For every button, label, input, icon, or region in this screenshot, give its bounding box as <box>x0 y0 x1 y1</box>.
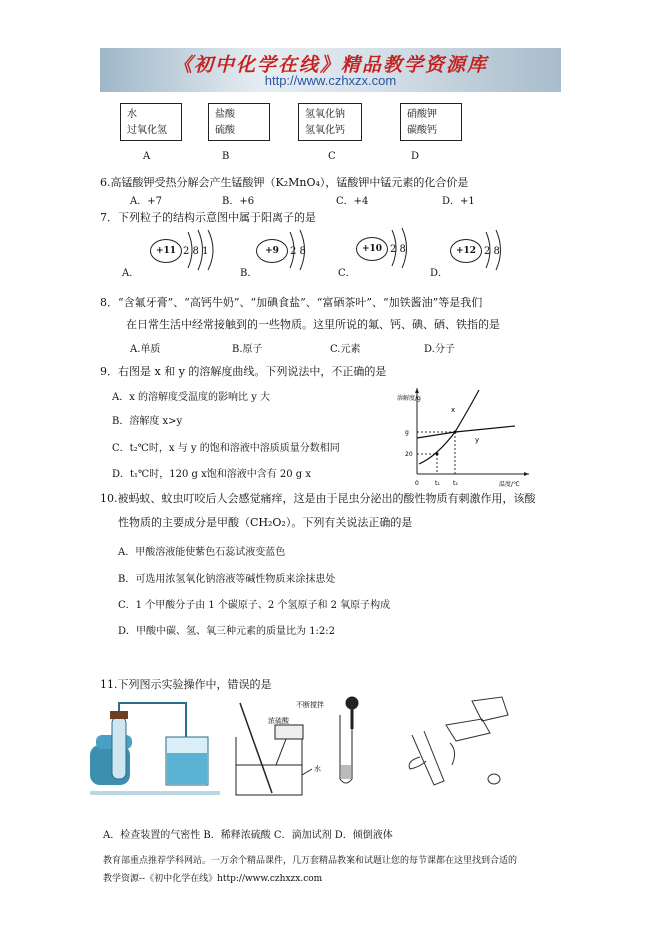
box-line: 过氧化氢 <box>127 125 167 136</box>
question-7: 7．下列粒子的结构示意图中属于阳离子的是 <box>100 211 316 224</box>
x-tick-label: 0 <box>415 480 419 487</box>
figure-pouring <box>409 697 508 785</box>
q7-label-c: C． <box>338 268 356 279</box>
q9-option-c: C．t₂℃时，x 与 y 的饱和溶液中溶质质量分数相同 <box>112 443 340 454</box>
data-point-t1 <box>436 453 439 456</box>
nucleus-c: +10 <box>356 237 388 261</box>
y-tick-label: 20 <box>405 451 413 458</box>
nucleus-a: +11 <box>150 239 182 263</box>
label-stir: 不断搅拌 <box>296 701 324 709</box>
q10-option-c: C．1 个甲酸分子由 1 个碳原子、2 个氢原子和 2 氧原子构成 <box>118 600 391 611</box>
footer-line1: 教育部重点推荐学科网站。一万余个精品课件，几万套精品教案和试题让您的每节课都在这里找到合适的 <box>103 856 518 866</box>
q9-option-a: A．x 的溶解度受温度的影响比 y 大 <box>112 392 271 403</box>
label-water: 水 <box>314 765 321 773</box>
question-11: 11.下列图示实验操作中，错误的是 <box>100 678 272 691</box>
intersection-point <box>454 431 457 434</box>
box-line: 氢氧化钠 <box>305 109 345 120</box>
y-tick-label: g <box>405 429 409 436</box>
box-line: 硫酸 <box>215 125 235 136</box>
series-x-label: x <box>451 406 456 414</box>
series-y-curve <box>417 426 515 438</box>
label-acid: 浓硫酸 <box>268 717 289 725</box>
question-10-line1: 10.被蚂蚁、蚊虫叮咬后人会感觉痛痒，这是由于昆虫分泌出的酸性物质有刺激作用，该酸 <box>100 492 536 505</box>
q7-label-a: A． <box>122 268 140 279</box>
q6-option-a: A．+7 <box>130 196 162 207</box>
box-label: C <box>328 151 336 162</box>
q8-option-c: C.元素 <box>330 344 361 355</box>
question-6: 6.高锰酸钾受热分解会产生锰酸钾（K₂MnO₄），锰酸钾中锰元素的化合价是 <box>100 176 469 189</box>
banner-title: 《初中化学在线》精品教学资源库 <box>172 54 488 76</box>
footer-line2: 教学资源--《初中化学在线》http://www.czhxzx.com <box>103 874 323 884</box>
shells-b: 2 8 <box>290 246 306 257</box>
question-9: 9．右图是 x 和 y 的溶解度曲线。下列说法中，不正确的是 <box>100 365 387 378</box>
series-x-curve <box>419 390 479 464</box>
q9-option-d: D．t₁℃时，120 g x饱和溶液中含有 20 g x <box>112 469 312 480</box>
box-line: 氢氧化钙 <box>305 125 345 136</box>
nucleus-b: +9 <box>256 239 288 263</box>
question-10-line2: 性物质的主要成分是甲酸（CH₂O₂）。下列有关说法正确的是 <box>118 516 413 529</box>
q7-label-b: B． <box>240 268 258 279</box>
question-8-line1: 8．“含氟牙膏”、“高钙牛奶”、“加碘食盐”、“富硒茶叶”、“加铁酱油”等是我们 <box>100 296 483 309</box>
q6-option-c: C．+4 <box>336 196 369 207</box>
box-line: 水 <box>127 109 137 120</box>
figure-airtightness <box>90 703 220 793</box>
q6-option-d: D．+1 <box>442 196 475 207</box>
box-line: 碳酸钙 <box>407 125 437 136</box>
banner-url[interactable]: http://www.czhxzx.com <box>264 73 397 88</box>
figure-dropper <box>340 697 358 783</box>
q8-option-d: D.分子 <box>424 344 455 355</box>
q6-option-b: B．+6 <box>222 196 255 207</box>
solubility-chart <box>395 382 535 492</box>
q7-label-d: D． <box>430 268 449 279</box>
lab-figures <box>90 695 530 810</box>
box-line: 硝酸钾 <box>407 109 437 120</box>
box-label: B <box>222 151 230 162</box>
nucleus-d: +12 <box>450 239 482 263</box>
question-8-line2: 在日常生活中经常接触到的一些物质。这里所说的氟、钙、碘、硒、铁指的是 <box>126 318 500 331</box>
shells-c: 2 8 <box>390 244 406 255</box>
q8-option-a: A.单质 <box>130 344 161 355</box>
q9-option-b: B．溶解度 x>y <box>112 416 183 427</box>
q8-option-b: B.原子 <box>232 344 263 355</box>
x-tick-label: t₁ <box>435 480 440 487</box>
box-label: D <box>411 151 420 162</box>
y-axis-label: 溶解度/g <box>397 395 421 402</box>
series-y-label: y <box>475 436 480 444</box>
box-line: 盐酸 <box>215 109 235 120</box>
x-axis-label: 温度/℃ <box>499 481 520 488</box>
box-label: A <box>143 151 151 162</box>
x-tick-label: t₂ <box>453 480 458 487</box>
q10-option-a: A．甲酸溶液能使紫色石蕊试液变蓝色 <box>118 547 286 558</box>
shells-d: 2 8 <box>484 246 500 257</box>
q11-options: A．检查装置的气密性 B．稀释浓硫酸 C．滴加试剂 D．倾倒液体 <box>103 830 393 841</box>
q10-option-b: B．可选用浓氢氧化钠溶液等碱性物质来涂抹患处 <box>118 574 336 585</box>
shells-a: 2 8 1 <box>183 246 209 257</box>
q10-option-d: D．甲酸中碳、氢、氧三种元素的质量比为 1:2:2 <box>118 626 336 637</box>
